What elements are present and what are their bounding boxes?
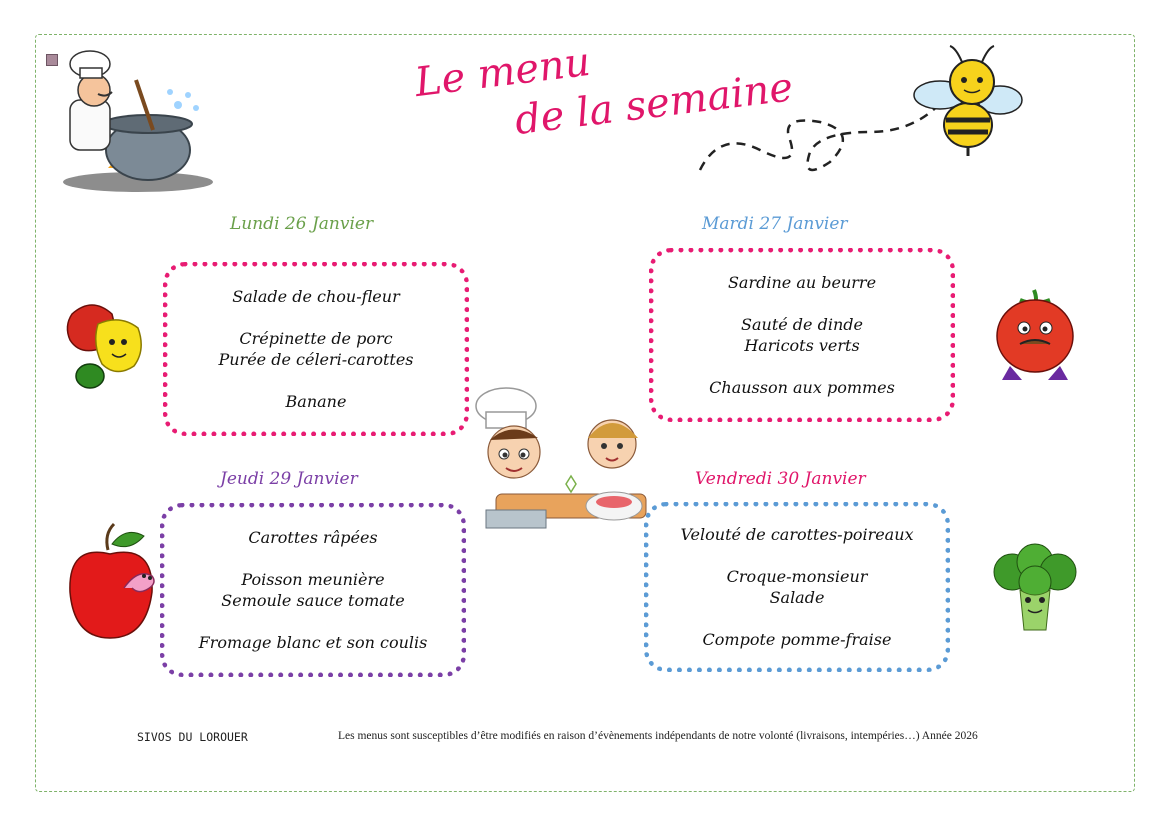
footer-disclaimer: Les menus sont susceptibles d’être modifiés en raison d’évènements indépendants de notre volonté (livraisons, intempéries…) Année 2026 xyxy=(338,730,978,742)
menu-box-jeudi xyxy=(160,503,466,677)
peppers-illustration xyxy=(62,294,152,394)
menu-item: Compote pomme-fraise xyxy=(702,630,892,649)
menu-item: Carottes râpées xyxy=(248,528,378,547)
menu-box-lundi xyxy=(163,262,469,436)
menu-item: Salade xyxy=(769,588,825,607)
menu-item: Sauté de dinde xyxy=(741,315,863,334)
corner-marker xyxy=(46,54,58,66)
page-title-line1: Le menu xyxy=(412,38,593,106)
page-title-line2: de la semaine xyxy=(512,64,796,144)
menu-item: Croque-monsieur xyxy=(726,567,868,586)
day-label-lundi: Lundi 26 Janvier xyxy=(230,214,374,234)
menu-item: Banane xyxy=(285,392,347,411)
menu-item: Velouté de carottes-poireaux xyxy=(680,525,914,544)
menu-item: Crépinette de porc xyxy=(239,329,393,348)
kids-cooking-illustration xyxy=(466,384,664,544)
menu-item: Poisson meunière xyxy=(241,570,385,589)
menu-item: Haricots verts xyxy=(744,336,860,355)
menu-item: Salade de chou-fleur xyxy=(232,287,400,306)
tomato-illustration xyxy=(990,286,1080,386)
day-label-vendredi: Vendredi 30 Janvier xyxy=(695,469,866,489)
menu-item: Chausson aux pommes xyxy=(709,378,895,397)
menu-box-mardi xyxy=(649,248,955,422)
menu-item: Sardine au beurre xyxy=(727,273,877,292)
bee-illustration xyxy=(700,40,1040,200)
chef-cooking-illustration xyxy=(58,50,218,200)
day-label-jeudi: Jeudi 29 Janvier xyxy=(220,469,358,489)
menu-item: Purée de céleri-carottes xyxy=(218,350,414,369)
day-label-mardi: Mardi 27 Janvier xyxy=(702,214,848,234)
broccoli-illustration xyxy=(990,544,1080,636)
menu-item: Fromage blanc et son coulis xyxy=(198,633,428,652)
menu-box-vendredi xyxy=(644,502,950,672)
menu-item: Semoule sauce tomate xyxy=(221,591,405,610)
footer-organisation: SIVOS DU LOROUER xyxy=(137,730,248,744)
apple-illustration xyxy=(68,524,164,644)
